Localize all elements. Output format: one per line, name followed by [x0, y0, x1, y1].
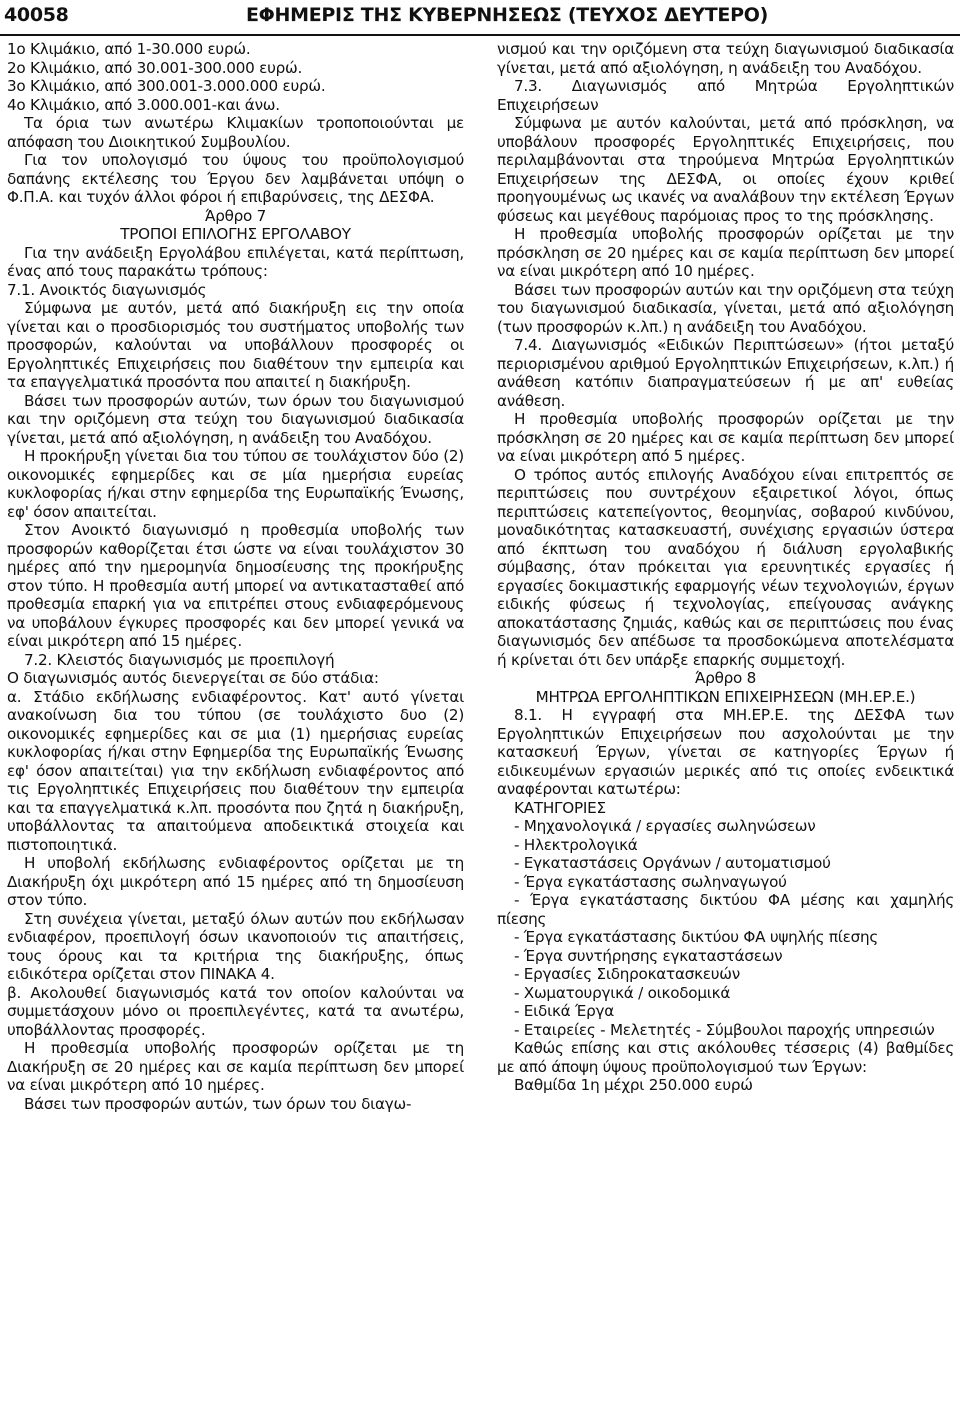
- section-heading: 7.4. Διαγωνισμός «Ειδικών Περιπτώσεων» (ήτοι μεταξύ περιορισμένου αριθμού Εργοληπτικών Επιχειρήσεων, κ.λπ.) ή ανάθεση κατόπιν διαπραγματεύσεων ή με απ' ευθείας ανάθεση.: [497, 336, 954, 410]
- paragraph: Βάσει των προσφορών αυτών, των όρων του διαγωνισμού και την οριζόμενη στα τεύχη του διαγωνισμού διαδικασία γίνεται, μετά από αξιολόγηση, η ανάδειξη του Αναδόχου.: [7, 391, 464, 447]
- paragraph: β. Ακολουθεί διαγωνισμός κατά τον οποίον καλούνται να συμμετάσχουν μόνο οι προεπιλεγέντες, κατά τα ανωτέρω, υποβάλλοντας προσφορές.: [7, 983, 464, 1039]
- category-item: - Ηλεκτρολογικά: [514, 835, 638, 854]
- paragraph: Στον Ανοικτό διαγωνισμό η προθεσμία υποβολής των προσφορών καθορίζεται έτσι ώστε να είναι τουλάχιστον 30 ημέρες από την ημερομηνία δημοσίευσης της προκήρυξης στον τύπο. Η προθεσμία αυτή μπορεί να αντικατασταθεί από προθεσμία επαρκή για να επιτρέπει στους ενδιαφερόμενους να υποβάλουν έγκυρες προσφορές και δεν μπορεί γενικά να είναι μικρότερη από 15 ημέρες.: [7, 521, 464, 650]
- paragraph: 8.1. Η εγγραφή στα ΜΗ.ΕΡ.Ε. της ΔΕΣΦΑ των Εργοληπτικών Επιχειρήσεων που ασχολούνται με την κατασκευή Έργων, γίνεται σε κατηγορίες Έργων ή ειδικευμένων εργασιών μερικές από τις οποίες ενδεικτικά αναφέρονται κατωτέρω:: [497, 706, 954, 798]
- page-header: [0, 0, 960, 36]
- page-number: 40058: [4, 4, 69, 26]
- paragraph: 2ο Κλιμάκιο, από 30.001-300.000 ευρώ.: [7, 58, 303, 77]
- right-column: [497, 40, 954, 1095]
- paragraph: 3ο Κλιμάκιο, από 300.001-3.000.000 ευρώ.: [7, 77, 326, 95]
- paragraph: Βάσει των προσφορών αυτών, των όρων του διαγω-: [24, 1094, 412, 1113]
- paragraph: Η προθεσμία υποβολής προσφορών ορίζεται με την πρόσκληση σε 20 ημέρες και σε καμία περίπτωση δεν μπορεί να είναι μικρότερη από 5 ημέρες.: [497, 410, 954, 465]
- section-heading: 7.2. Κλειστός διαγωνισμός με προεπιλογή: [24, 650, 335, 669]
- paragraph: Στη συνέχεια γίνεται, μεταξύ όλων αυτών που εκδήλωσαν ενδιαφέρον, προεπιλογή όσων ικανοποιούν τις απαιτήσεις, τους όρους και τα κριτήρια της διακήρυξης, όπως ειδικότερα ορίζεται στον ΠΙΝΑΚΑ 4.: [7, 909, 464, 983]
- paragraph: Η προθεσμία υποβολής προσφορών ορίζεται με την πρόσκληση σε 20 ημέρες και σε καμία περίπτωση δεν μπορεί να είναι μικρότερη από 10 ημέρες.: [497, 225, 954, 280]
- paragraph: Για την ανάδειξη Εργολάβου επιλέγεται, κατά περίπτωση, ένας από τους παρακάτω τρόπους:: [7, 243, 464, 280]
- category-item: - Έργα συντήρησης εγκαταστάσεων: [514, 946, 783, 965]
- category-item: - Έργα εγκατάστασης δικτύου ΦΑ υψηλής πίεσης: [514, 928, 879, 946]
- category-item: - Εργασίες Σιδηροκατασκευών: [514, 965, 740, 983]
- paragraph: Σύμφωνα με αυτόν, μετά από διακήρυξη εις την οποία γίνεται και ο προσδιορισμός του συστήματος υποβολής των προσφορών, καλούνται να υποβάλλουν προσφορές οι Εργοληπτικές Επιχειρήσεις που διαθέτουν την εμπειρία και τα επαγγελματικά προσόντα που απαιτεί η διακήρυξη.: [7, 299, 464, 391]
- paragraph: Η προθεσμία υποβολής προσφορών ορίζεται με τη Διακήρυξη σε 20 ημέρες και σε καμία περίπτωση δεν μπορεί να είναι μικρότερη από 10 ημέρες.: [7, 1039, 464, 1094]
- paragraph: 4ο Κλιμάκιο, από 3.000.001-και άνω.: [7, 95, 280, 114]
- article-heading: Άρθρο 7: [204, 206, 267, 225]
- category-item: - Έργα εγκατάστασης δικτύου ΦΑ μέσης και χαμηλής πίεσης: [497, 891, 954, 928]
- article-title: ΜΗΤΡΩΑ ΕΡΓΟΛΗΠΤΙΚΩΝ ΕΠΙΧΕΙΡΗΣΕΩΝ (ΜΗ.ΕΡ.Ε.): [535, 687, 916, 706]
- category-item: - Έργα εγκατάστασης σωληναγωγού: [514, 872, 787, 891]
- section-heading: 7.3. Διαγωνισμός από Μητρώα Εργοληπτικών Επιχειρήσεων: [497, 77, 954, 114]
- category-item: - Χωματουργικά / οικοδομικά: [514, 983, 731, 1002]
- paragraph: Η προκήρυξη γίνεται δια του τύπου σε τουλάχιστον δύο (2) οικονομικές εφημερίδες και σε μία ημερήσια ευρείας κυκλοφορίας ή/και στην εφημερίδα της Ευρωπαϊκής Ένωσης, εφ' όσον απαιτείται.: [7, 447, 464, 521]
- tier-item: Βαθμίδα 1η μέχρι 250.000 ευρώ: [514, 1076, 753, 1094]
- category-item: - Εταιρείες - Μελετητές - Σύμβουλοι παροχής υπηρεσιών: [514, 1020, 935, 1039]
- category-item: - Μηχανολογικά / εργασίες σωληνώσεων: [514, 817, 816, 835]
- paragraph: Η υποβολή εκδήλωσης ενδιαφέροντος ορίζεται με τη Διακήρυξη όχι μικρότερη από 15 ημέρες από τη δημοσίευση στον τύπο.: [7, 854, 464, 909]
- paragraph: νισμού και την οριζόμενη στα τεύχη διαγωνισμού διαδικασία γίνεται, μετά από αξιολόγηση, η ανάδειξη του Αναδόχου.: [497, 40, 954, 77]
- paragraph: Καθώς επίσης και στις ακόλουθες τέσσερις (4) βαθμίδες με από άποψη ύψους προϋπολογισμού των Έργων:: [497, 1039, 954, 1076]
- gazette-title: ΕΦΗΜΕΡΙΣ ΤΗΣ ΚΥΒΕΡΝΗΣΕΩΣ (ΤΕΥΧΟΣ ΔΕΥΤΕΡΟ): [246, 4, 768, 26]
- paragraph: Τα όρια των ανωτέρω Κλιμακίων τροποποιούνται με απόφαση του Διοικητικού Συμβουλίου.: [7, 114, 464, 151]
- categories-heading: ΚΑΤΗΓΟΡΙΕΣ: [514, 798, 606, 817]
- section-heading: 7.1. Ανοικτός διαγωνισμός: [7, 280, 207, 299]
- category-item: - Ειδικά Έργα: [514, 1002, 614, 1020]
- paragraph: Βάσει των προσφορών αυτών και την οριζόμενη στα τεύχη του διαγωνισμού διαδικασία, γίνεται, μετά από αξιολόγηση (των προσφορών κ.λπ.) η ανάδειξη του Αναδόχου.: [497, 280, 954, 336]
- left-column: [7, 40, 464, 1113]
- paragraph: Σύμφωνα με αυτόν καλούνται, μετά από πρόσκληση, να υποβάλουν προσφορές Εργοληπτικές Επιχειρήσεις, που περιλαμβάνονται στα τηρούμενα Μητρώα Εργοληπτικών Επιχειρήσεων της ΔΕΣΦΑ, οι οποίες έχουν κριθεί προηγουμένως ως ικανές να αναλάβουν την εκτέλεση Έργων φύσεως και μεγέθους παρόμοιας προς το της πρόσκλησης.: [497, 114, 954, 225]
- paragraph: α. Στάδιο εκδήλωσης ενδιαφέροντος. Κατ' αυτό γίνεται ανακοίνωση δια του τύπου (σε τουλάχιστο δυο (2) οικονομικές εφημερίδες και σε μια (1) ημερήσιας ευρείας κυκλοφορίας ή/και στην Εφημερίδα της Ευρωπαϊκής Ένωσης εφ' όσον απαιτείται) για την εκδήλωση ενδιαφέροντος από τις Εργοληπτικές Επιχειρήσεις που διαθέτουν την εμπειρία και τα επαγγελματικά κ.λπ. προσόντα που ζητά η διακήρυξη, υποβάλλοντας τα απαιτούμενα αποδεικτικά στοιχεία και πιστοποιητικά.: [7, 687, 464, 854]
- paragraph: Ο διαγωνισμός αυτός διενεργείται σε δύο στάδια:: [7, 669, 379, 687]
- category-item: - Εγκαταστάσεις Οργάνων / αυτοματισμού: [514, 854, 831, 872]
- paragraph: Για τον υπολογισμό του ύψους του προϋπολογισμού δαπάνης εκτέλεσης του Έργου δεν λαμβάνεται υπόψη ο Φ.Π.Α. και τυχόν άλλοι φόροι ή επιβαρύνσεις, της ΔΕΣΦΑ.: [7, 151, 464, 206]
- article-heading: Άρθρο 8: [694, 669, 757, 687]
- paragraph: Ο τρόπος αυτός επιλογής Αναδόχου είναι επιτρεπτός σε περιπτώσεις που συντρέχουν εξαιρετικοί λόγοι, όπως περιπτώσεις κατεπείγοντος, θεομηνίας, σοβαρού κινδύνου, μοναδικότητας κατασκευαστή, συνέχισης εργασιών ύστερα από έκπτωση του αναδόχου ή διάλυση εργολαβικής σύμβασης, όταν πρόκειται για ερευνητικές εργασίες ή εργασίες δοκιμαστικής εφαρμογής νέων τεχνολογιών, έργων ειδικής φύσεως ή τεχνολογίας, επείγουσας ανάγκης αποκατάστασης ζημιάς, καθώς και σε περιπτώσεις που ένας διαγωνισμός δεν απέδωσε τα προσδοκώμενα αποτελέσματα ή κρίνεται ότι δεν υπάρξε επαρκής συμμετοχή.: [497, 465, 954, 669]
- article-title: ΤΡΟΠΟΙ ΕΠΙΛΟΓΗΣ ΕΡΓΟΛΑΒΟΥ: [120, 225, 351, 243]
- paragraph: 1ο Κλιμάκιο, από 1-30.000 ευρώ.: [7, 40, 251, 58]
